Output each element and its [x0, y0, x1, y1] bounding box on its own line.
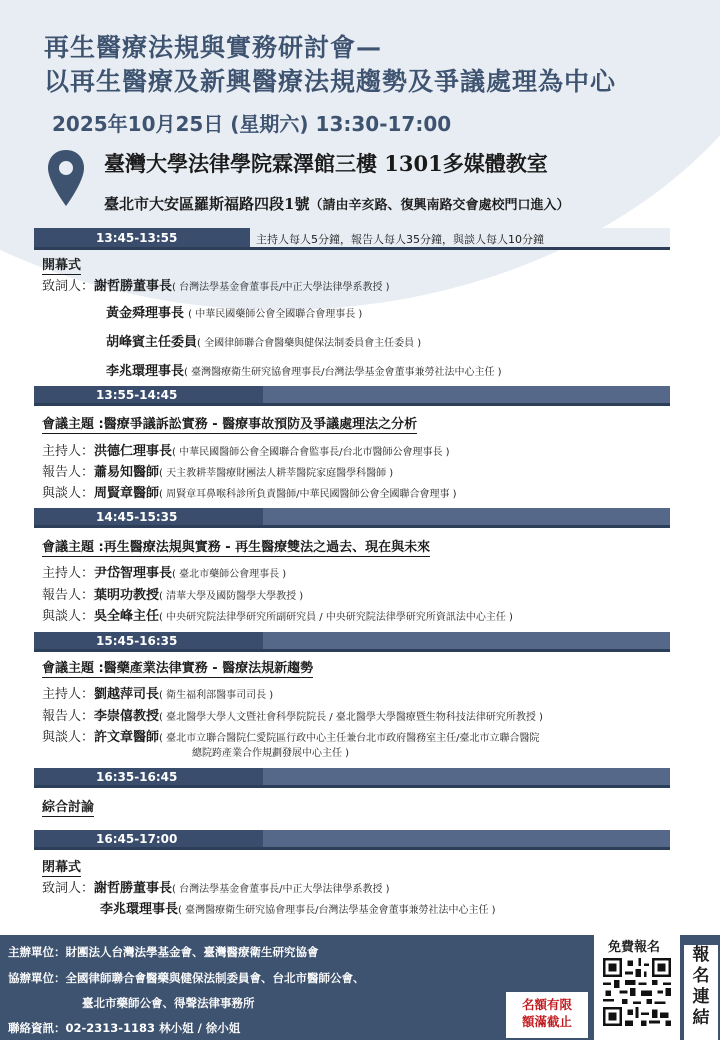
signup-char: 名	[692, 966, 710, 986]
session-topic: 會議主題 :醫療爭議訴訟實務 - 醫療事故預防及爭議處理法之分析	[42, 417, 418, 432]
speaker-name: 謝哲勝董事長	[94, 279, 173, 294]
session-topic: 會議主題 :再生醫療法規與實務 - 再生醫療雙法之過去、現在與未來	[42, 540, 431, 555]
time-rule-text: 主持人每人5分鐘，報告人每人35分鐘，與談人每人10分鐘	[256, 233, 544, 246]
opening-speaker	[106, 306, 362, 323]
speaker-affiliation: ( 臺灣醫療衛生研究協會理事長/台灣法學基金會董事兼勞社法中心主任 )	[184, 367, 502, 378]
role-label: 主持人：	[42, 566, 95, 581]
session-person	[42, 566, 286, 583]
contact-info: 聯絡資訊：02-2313-1183 林小姐 / 徐小姐	[8, 1021, 241, 1035]
role-label: 報告人：	[42, 709, 95, 724]
time-bar-session-1	[34, 386, 670, 406]
organizer: 主辦單位：財團法人台灣法學基金會、臺灣醫療衛生研究協會	[8, 945, 319, 959]
person-affiliation: ( 臺北醫學大學人文暨社會科學院院長 / 臺北醫學大學醫療暨生物科技法律研究所教授 )	[159, 712, 543, 723]
map-pin-icon	[46, 148, 86, 210]
person-affiliation: ( 臺北市藥師公會理事長 )	[172, 569, 287, 580]
session-person	[42, 444, 450, 461]
limited-line-1: 名額有限	[521, 997, 572, 1012]
signup-char: 報	[692, 945, 710, 965]
role-label: 與談人：	[42, 609, 95, 624]
speaker-name: 黃金舜理事長	[106, 306, 185, 321]
time-label: 16:35-16:45	[96, 770, 178, 784]
limited-seats-note	[506, 992, 588, 1038]
qr-code-icon[interactable]	[603, 958, 671, 1026]
co-organizer: 協辦單位：全國律師聯合會醫藥與健保法制委員會、台北市醫師公會、	[8, 971, 365, 985]
signup-label: 免費報名	[608, 940, 661, 955]
time-label: 16:45-17:00	[96, 832, 178, 846]
person-name: 許文章醫師	[94, 730, 160, 745]
role-label: 主持人：	[42, 444, 95, 459]
role-label: 致詞人：	[42, 881, 95, 896]
co-organizer-cont: 臺北市藥師公會、得聲法律事務所	[82, 996, 255, 1010]
opening-heading: 開幕式	[42, 258, 82, 273]
role-label: 與談人：	[42, 730, 95, 745]
person-affiliation-cont: 總院跨產業合作規劃發展中心主任 )	[192, 748, 350, 759]
role-label: 主持人：	[42, 687, 95, 702]
time-bar-opening	[34, 228, 670, 250]
limited-line-2: 額滿截止	[521, 1014, 572, 1029]
time-label: 13:55-14:45	[96, 388, 178, 402]
person-affiliation: ( 臺北市立聯合醫院仁愛院區行政中心主任兼台北市政府醫務室主任/臺北市立聯合醫院	[159, 733, 540, 744]
person-name: 葉明功教授	[94, 588, 160, 603]
session-person	[42, 709, 543, 726]
opening-speaker	[42, 279, 390, 296]
time-bar-session-3	[34, 632, 670, 652]
title-line-1: 再生醫療法規與實務研討會—	[44, 33, 383, 62]
session-person	[42, 465, 393, 482]
role-label: 報告人：	[42, 588, 95, 603]
address-note: （請由辛亥路、復興南路交會處校門口進入）	[309, 198, 570, 213]
time-label: 13:45-13:55	[96, 231, 178, 245]
address-main: 臺北市大安區羅斯福路四段1號	[104, 195, 310, 213]
speaker-affiliation: ( 臺灣醫療衛生研究協會理事長/台灣法學基金會董事兼勞社法中心主任 )	[178, 905, 496, 916]
person-name: 周賢章醫師	[94, 486, 160, 501]
address	[104, 193, 569, 214]
opening-speaker	[106, 335, 421, 352]
person-affiliation: ( 衛生福利部醫事司司長 )	[159, 690, 274, 701]
time-bar-closing	[34, 830, 670, 850]
signup-char: 連	[692, 987, 710, 1007]
time-label: 15:45-16:35	[96, 634, 178, 648]
speaker-name: 李兆環理事長	[100, 902, 179, 917]
speaker-affiliation: ( 台灣法學基金會董事長/中正大學法律學系教授 )	[172, 884, 390, 895]
speaker-name: 謝哲勝董事長	[94, 881, 173, 896]
session-person	[42, 486, 457, 503]
session-person	[42, 609, 513, 626]
venue: 臺灣大學法律學院霖澤館三樓 1301多媒體教室	[104, 151, 548, 176]
session-person	[42, 687, 273, 704]
person-name: 李崇僖教授	[94, 709, 160, 724]
person-affiliation: ( 周賢章耳鼻喉科診所負責醫師/中華民國醫師公會全國聯合會理事 )	[159, 489, 457, 500]
person-name: 蕭易知醫師	[94, 465, 160, 480]
session-person	[42, 730, 539, 747]
speaker-name: 李兆環理事長	[106, 364, 185, 379]
speaker-affiliation: ( 中華民國藥師公會全國聯合會理事長 )	[188, 309, 363, 320]
person-name: 吳全峰主任	[94, 609, 160, 624]
role-label: 報告人：	[42, 465, 95, 480]
speaker-name: 胡峰賓主任委員	[106, 335, 198, 350]
person-name: 洪德仁理事長	[94, 444, 173, 459]
opening-speaker	[106, 364, 502, 381]
person-name: 劉越萍司長	[94, 687, 160, 702]
closing-speaker	[42, 881, 390, 898]
time-label: 14:45-15:35	[96, 510, 178, 524]
person-affiliation: ( 中華民國醫師公會全國聯合會監事長/台北市醫師公會理事長 )	[172, 447, 450, 458]
person-name: 尹岱智理事長	[94, 566, 173, 581]
signup-link-label[interactable]	[684, 945, 718, 1040]
person-affiliation: ( 清華大學及國防醫學大學教授 )	[159, 591, 304, 602]
speaker-affiliation: ( 全國律師聯合會醫藥與健保法制委員會主任委員 )	[197, 338, 422, 349]
event-date: 2025年10月25日 (星期六) 13:30-17:00	[52, 112, 452, 136]
title-line-2: 以再生醫療及新興醫療法規趨勢及爭議處理為中心	[44, 67, 617, 96]
closing-speaker	[100, 902, 496, 919]
discussion-heading: 綜合討論	[42, 800, 95, 815]
role-label: 致詞人：	[42, 279, 95, 294]
session-person	[42, 588, 303, 605]
time-bar-session-2	[34, 508, 670, 528]
time-bar-discussion	[34, 768, 670, 788]
signup-char: 結	[692, 1008, 710, 1028]
speaker-affiliation: ( 台灣法學基金會董事長/中正大學法律學系教授 )	[172, 282, 390, 293]
role-label: 與談人：	[42, 486, 95, 501]
closing-heading: 閉幕式	[42, 860, 82, 875]
person-affiliation: ( 天主教耕莘醫療財團法人耕莘醫院家庭醫學科醫師 )	[159, 468, 394, 479]
session-topic: 會議主題 :醫藥產業法律實務 - 醫療法規新趨勢	[42, 661, 314, 676]
person-affiliation: ( 中央研究院法律學研究所副研究員 / 中央研究院法律學研究所資訊法中心主任 )	[159, 612, 513, 623]
